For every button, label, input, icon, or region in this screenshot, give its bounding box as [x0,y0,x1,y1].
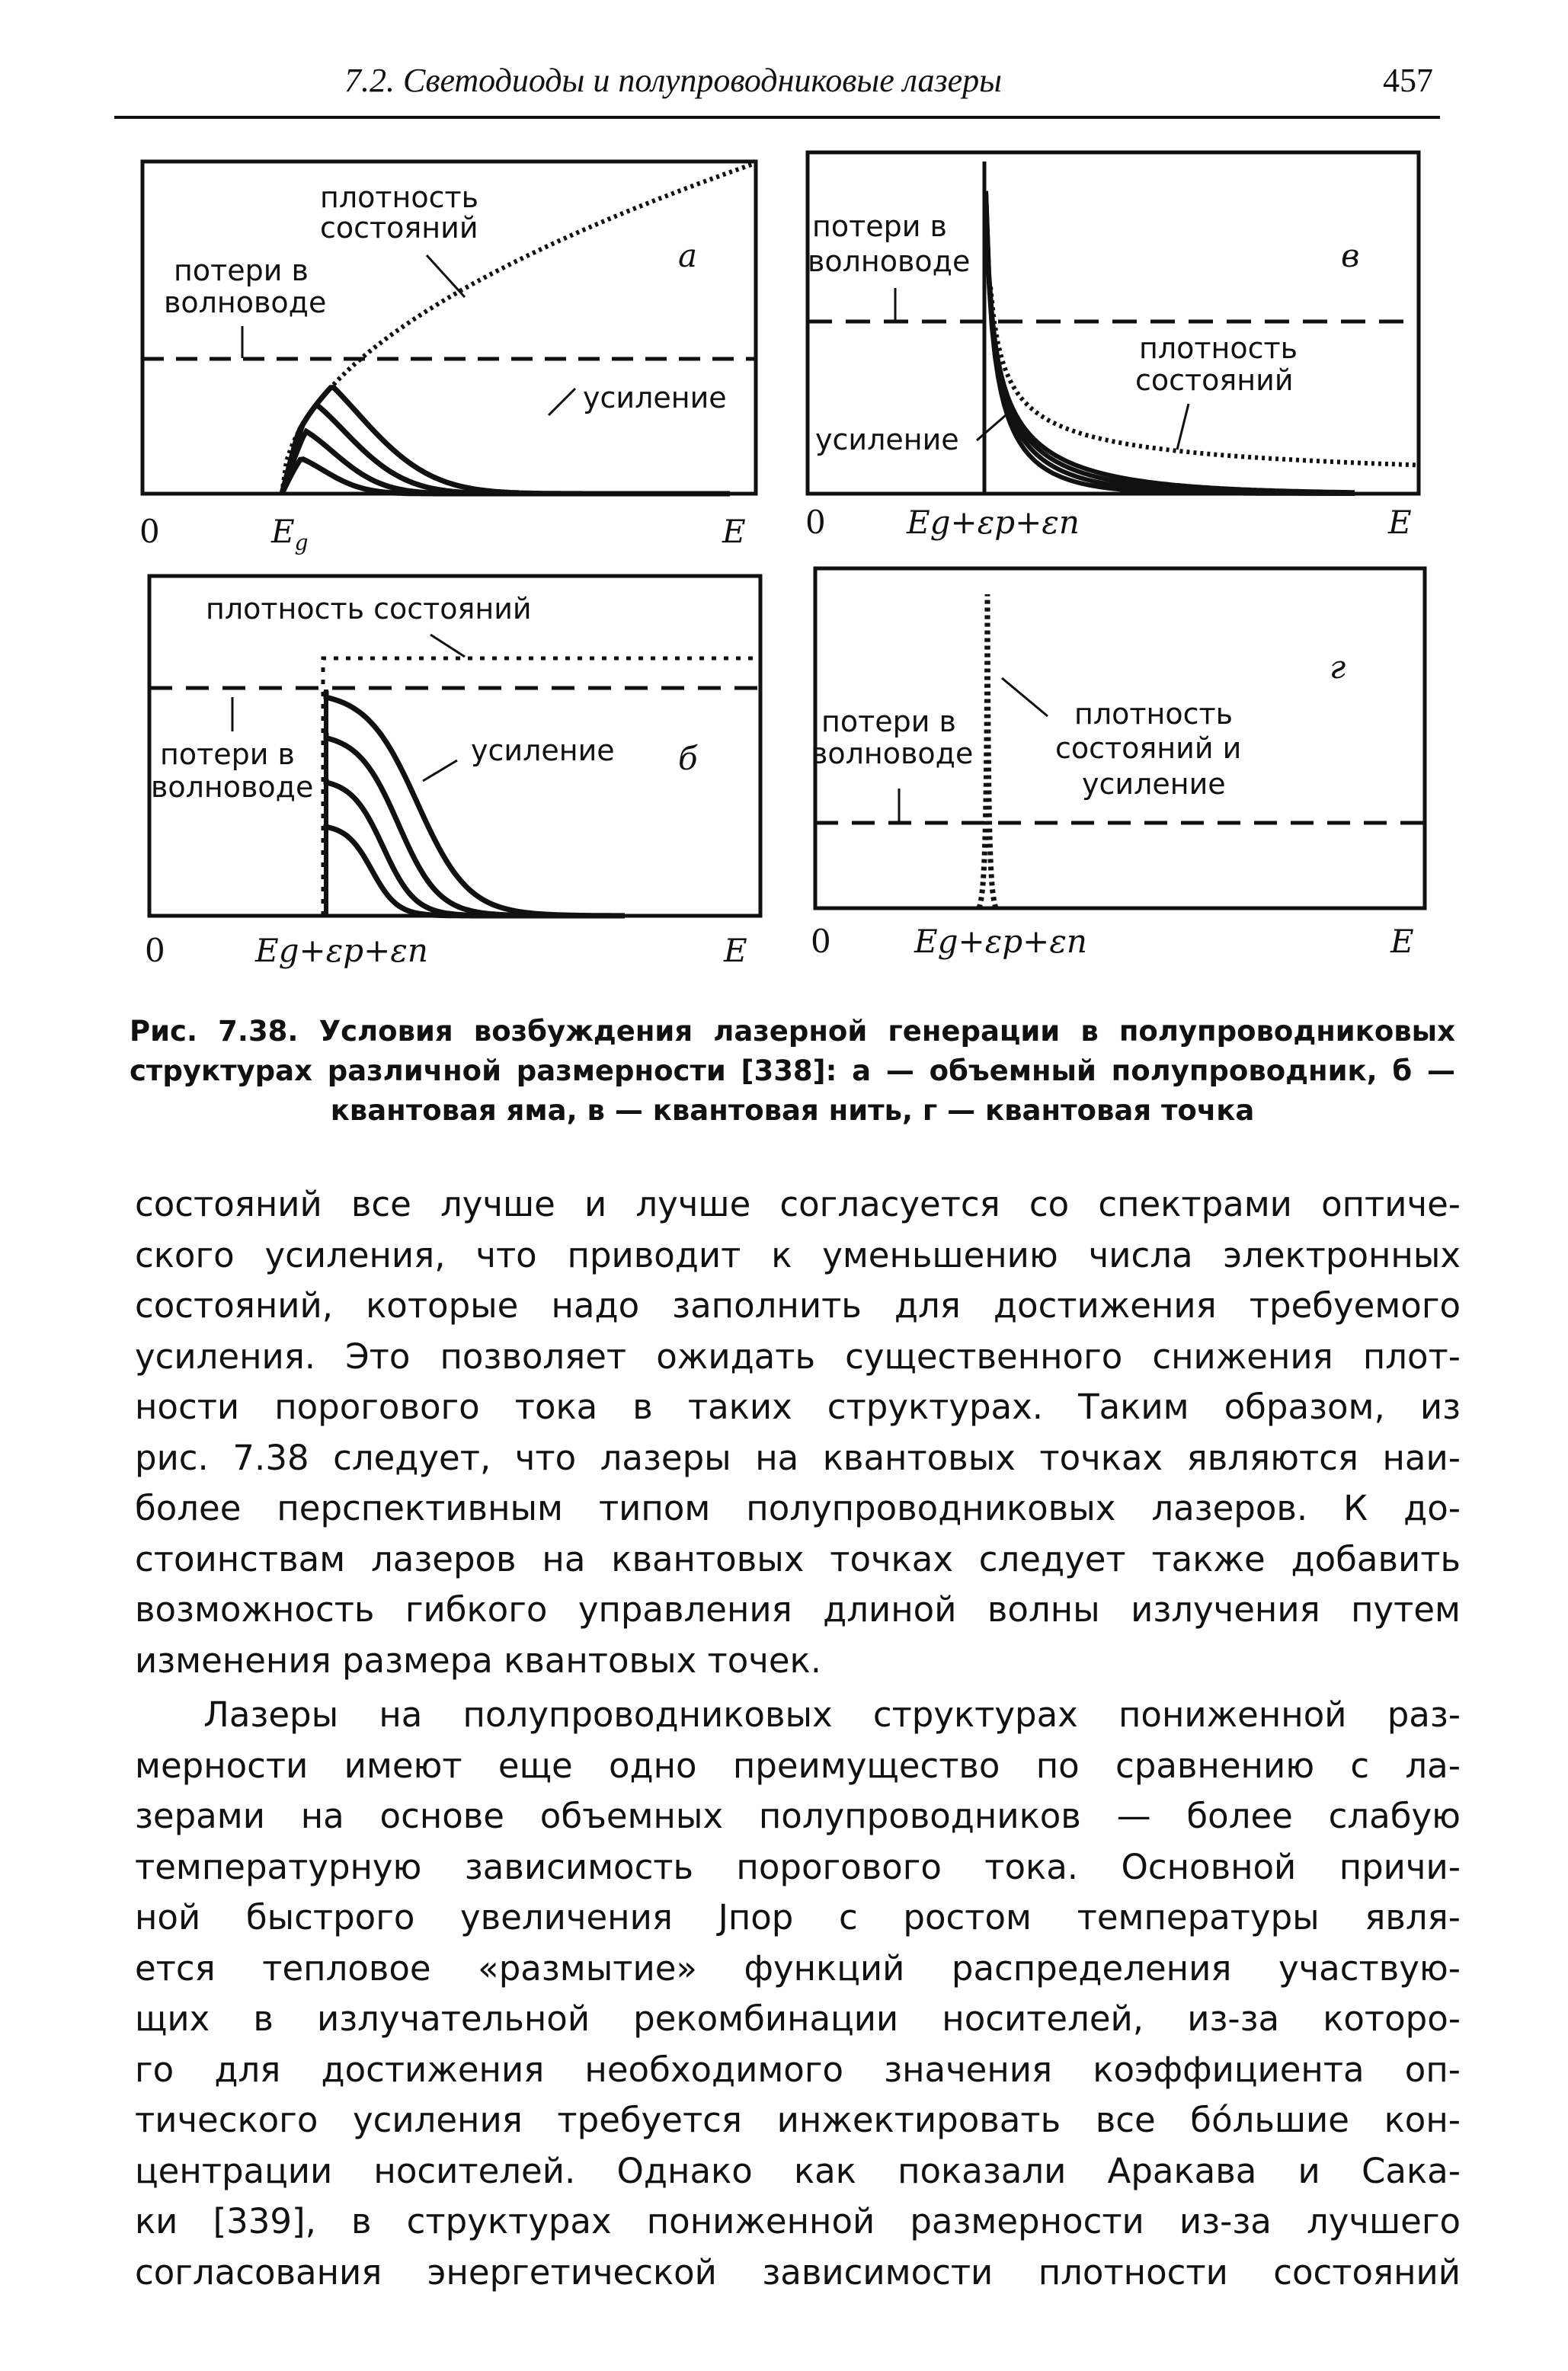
panel-v-dos-pointer [1177,404,1189,450]
panel-g-dos-label-3: усиление [1082,767,1226,801]
text-line: Лазеры на полупроводниковых структурах пониженной раз- [203,1694,1461,1735]
page-number: 457 [1383,62,1433,99]
text-line: тического усиления требуется инжектировать все бóльшие кон- [135,2100,1461,2140]
panel-v-dos-label-2: состояний [1135,363,1294,397]
panel-g-x-mark: Eg+εp+εn [914,923,1087,960]
panel-g-x-end: E [1390,923,1414,960]
panel-a-letter: а [678,237,698,274]
panel-g-loss-label-2: волноводе [811,737,974,770]
text-line: щих в излучательной рекомбинации носителей, из-за которо- [135,1998,1461,2039]
text-line: возможность гибкого управления длиной волны излучения путем [135,1589,1461,1630]
text-line: рис. 7.38 следует, что лазеры на квантовых точках являются наи- [135,1437,1461,1478]
panel-v-loss-label-2: волноводе [808,245,971,278]
text-line: температурную зависимость порогового тока. Основной причи- [135,1846,1461,1887]
text-line: ности порогового тока в таких структурах. Таким образом, из [135,1387,1461,1427]
paragraph-2 [135,1690,1461,2298]
panel-a-gain-label: усиление [583,381,727,414]
panel-a-dos-pointer [427,255,465,297]
panel-a-loss-label-1: потери в [174,254,309,287]
panel-v-x-mark: Eg+εp+εn [907,504,1080,541]
panel-b-gain-curves [326,691,625,916]
running-header-title: 7.2. Светодиоды и полупроводниковые лазеры [344,62,1002,99]
panel-g-dos-pointer [1002,678,1048,716]
text-line: ной быстрого увеличения Jпор с ростом температуры явля- [135,1897,1461,1937]
text-line: ки [339], в структурах пониженной размерности из-за лучшего [135,2201,1461,2241]
figure-caption [130,1012,1455,1131]
panel-b-loss-label-2: волноводе [151,770,314,804]
panel-b-gain-label: усиление [471,734,615,767]
panel-v-dos-label-1: плотность [1139,331,1298,365]
text-line: более перспективным типом полупроводниковых лазеров. К до- [135,1488,1461,1528]
text-line: центрации носителей. Однако как показали Аракава и Сака- [135,2150,1461,2191]
panel-a-x-zero: 0 [139,513,160,550]
panel-g-dos-delta [979,594,996,908]
panel-a-x-eg: $E_g$ [271,513,309,555]
caption-line: квантовая яма, в — квантовая нить, г — квантовая точка [330,1094,1255,1127]
panel-b-loss-label-1: потери в [160,738,295,771]
panel-v-gain-pointer [977,415,1006,440]
gain-curve [326,691,625,916]
text-line: го для достижения необходимого значения коэффициента оп- [135,2049,1461,2090]
panel-b-dos-step [323,658,760,916]
gain-curve [282,406,730,494]
panel-a-dos-label-1: плотность [320,181,479,214]
text-line: согласования энергетической зависимости плотности состояний [135,2251,1461,2293]
panel-v-loss-label-1: потери в [812,210,947,243]
text-line: изменения размера квантовых точек. [135,1640,822,1681]
panel-a-gain-pointer [549,389,575,415]
panel-g-x-zero: 0 [811,923,831,960]
figure-7-38 [0,0,1568,990]
panel-g-loss-label-1: потери в [821,705,956,738]
panel-b-dos-pointer [430,635,465,657]
panel-a-x-end: E [722,513,746,550]
panel-b-x-zero: 0 [145,932,165,969]
text-line: ется тепловое «размытие» функций распределения участвую- [135,1947,1461,1989]
text-line: стоинствам лазеров на квантовых точках следует также добавить [135,1538,1461,1579]
panel-a-dos-label-2: состояний [320,211,478,245]
panel-g-dos-label-2: состояний и [1055,731,1242,765]
panel-a-loss-label-2: волноводе [164,286,327,319]
panel-b-letter: б [678,740,698,777]
panel-v-x-zero: 0 [805,504,826,541]
paragraph-1 [135,1179,1461,1686]
caption-line: структурах различной размерности [338]: а — объемный полупроводник, б — [130,1054,1455,1087]
panel-g-letter: г [1330,648,1346,686]
panel-b-dos-label: плотность состояний [206,592,532,626]
text-line: усиления. Это позволяет ожидать существенного снижения плот- [135,1336,1461,1377]
text-line: состояний, которые надо заполнить для достижения требуемого [135,1285,1461,1326]
caption-line: Рис. 7.38. Условия возбуждения лазерной генерации в полупроводниковых [130,1015,1455,1048]
panel-g-dos-label-1: плотность [1074,697,1234,731]
panel-v-gain-label: усиление [815,423,959,456]
panel-b-x-end: E [724,932,747,969]
panel-v-x-end: E [1388,504,1412,541]
text-line: ского усиления, что приводит к уменьшению числа электронных [135,1234,1461,1275]
text-line: зерами на основе объемных полупроводников — более слабую [135,1796,1461,1836]
panel-b-x-mark: Eg+εp+εn [255,932,428,969]
gain-curve [326,824,625,916]
text-line: состояний все лучше и лучше согласуется со спектрами оптиче- [135,1184,1461,1224]
panel-v-letter: в [1341,237,1360,274]
text-line: мерности имеют еще одно преимущество по сравнению с ла- [135,1745,1461,1786]
panel-b-gain-pointer [423,760,457,781]
